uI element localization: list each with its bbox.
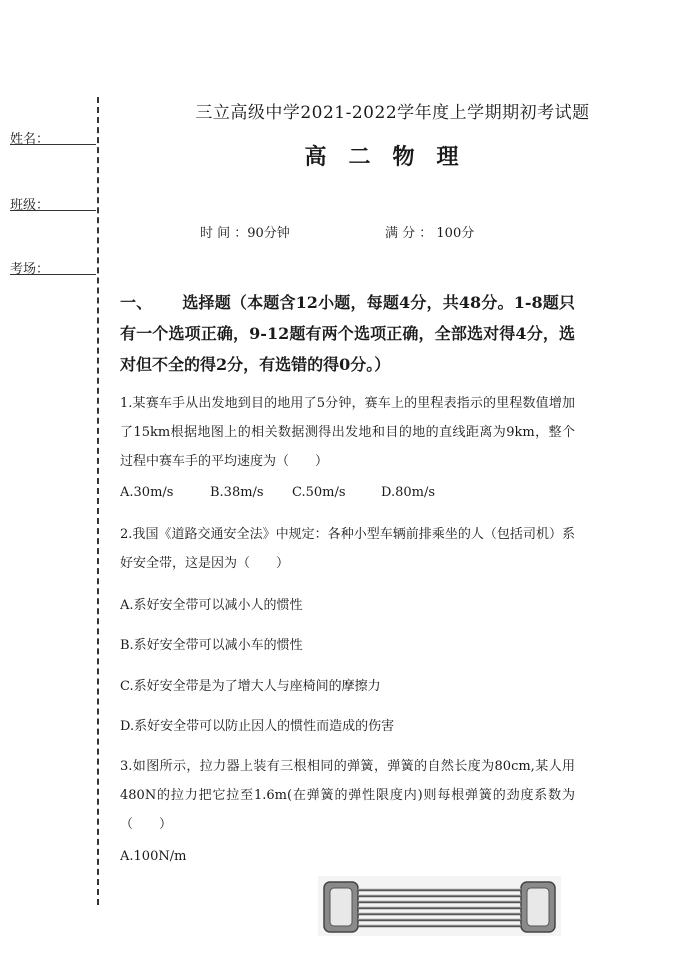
subject-title: 高二物理: [304, 144, 481, 170]
q2-option-c[interactable]: C.系好安全带是为了增大人与座椅间的摩擦力: [120, 679, 381, 694]
question-3-stem: 3.如图所示，拉力器上装有三根相同的弹簧，弹簧的自然长度为80cm,某人用480N的拉力把它拉至1.6m(在弹簧的弹性限度内)则每根弹簧的劲度系数为（ ）: [120, 759, 575, 832]
q2-option-d[interactable]: D.系好安全带可以防止因人的惯性而造成的伤害: [120, 719, 395, 734]
q1-option-b[interactable]: B.38m/s: [210, 485, 264, 500]
q2-option-b[interactable]: B.系好安全带可以减小车的惯性: [120, 638, 303, 653]
section-heading: [120, 287, 575, 380]
section-instructions: 选择题（本题含12小题，每题4分，共48分。1-8题只有一个选项正确，9-12题有两个选项正确，全部选对得4分，选对但不全的得2分，有选错的得0分。）: [120, 293, 575, 374]
binding-dashed-line: [97, 97, 99, 905]
school-title: 三立高级中学2021-2022学年度上学期期初考试题: [195, 103, 590, 123]
class-underline: [10, 210, 96, 211]
room-underline: [10, 274, 96, 275]
question-1-stem: 1.某赛车手从出发地到目的地用了5分钟，赛车上的里程表指示的里程数值增加了15km根据地图上的相关数据测得出发地和目的地的直线距离为9km，整个过程中赛车手的平均速度为（ ）: [120, 396, 575, 469]
room-label: 考场：: [10, 262, 50, 277]
question-2-stem: 2.我国《道路交通安全法》中规定：各种小型车辆前排乘坐的人（包括司机）系好安全带，这是因为（ ）: [120, 527, 575, 571]
spring-expander-image: [318, 876, 561, 936]
room-field[interactable]: [10, 258, 49, 277]
q1-option-a[interactable]: A.30m/s: [120, 485, 174, 500]
q1-option-d[interactable]: D.80m/s: [381, 485, 436, 500]
name-underline: [10, 144, 96, 145]
full-score: 满 分 ： 100分: [385, 226, 475, 241]
section-number: 一、: [120, 293, 153, 312]
q1-option-c[interactable]: C.50m/s: [292, 485, 346, 500]
class-field[interactable]: [10, 194, 49, 213]
name-field[interactable]: [10, 128, 49, 147]
exam-time: 时 间 ：90分钟: [200, 226, 290, 241]
class-label: 班级：: [10, 198, 50, 213]
q2-option-a[interactable]: A.系好安全带可以减小人的惯性: [120, 598, 303, 613]
name-label: 姓名：: [10, 132, 50, 147]
q3-option-a[interactable]: A.100N/m: [120, 849, 187, 864]
